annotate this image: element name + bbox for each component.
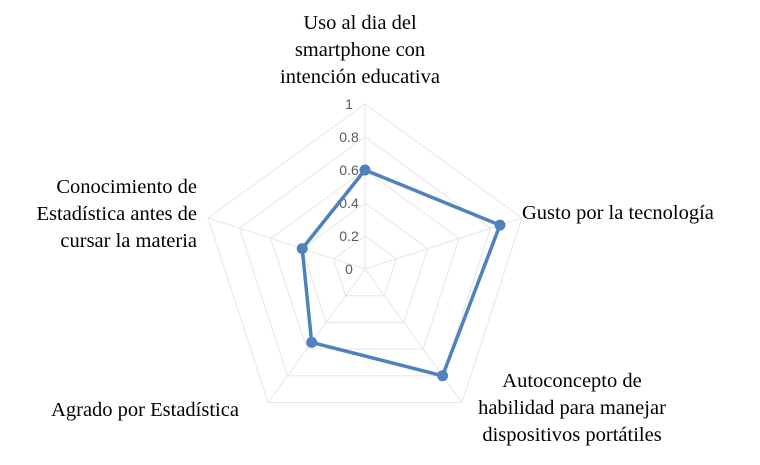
category-label-line: Estadística antes de <box>36 203 197 225</box>
data-point-4 <box>297 243 308 254</box>
data-point-2 <box>437 370 448 381</box>
category-label-line: smartphone con <box>294 39 426 61</box>
category-label-line: Autoconcepto de <box>502 370 642 392</box>
category-label-line: Uso al dia del <box>303 12 417 34</box>
data-point-1 <box>494 220 505 231</box>
category-label-agrado-estadistica <box>25 397 265 424</box>
category-label-line: cursar la materia <box>60 230 197 252</box>
tick-label-3: 0.6 <box>339 162 359 178</box>
category-label-line: Agrado por Estadística <box>51 399 239 421</box>
grid-spoke-3 <box>268 269 365 402</box>
tick-label-1: 0.2 <box>339 228 359 244</box>
category-label-conocimiento <box>0 174 197 255</box>
category-label-gusto-tecnologia <box>522 200 758 227</box>
tick-label-4: 0.8 <box>339 129 359 145</box>
category-label-line: dispositivos portátiles <box>482 424 662 446</box>
tick-label-0: 0 <box>345 261 353 277</box>
category-label-line: Gusto por la tecnología <box>522 202 714 224</box>
data-point-3 <box>306 337 317 348</box>
tick-label-2: 0.4 <box>339 195 359 211</box>
category-label-autoconcepto <box>452 368 692 449</box>
series-line <box>302 170 500 376</box>
category-label-line: intención educativa <box>280 66 440 88</box>
category-label-uso-smartphone <box>248 10 472 91</box>
category-label-line: habilidad para manejar <box>478 397 666 419</box>
grid-spoke-2 <box>365 269 462 402</box>
tick-label-5: 1 <box>345 96 353 112</box>
data-point-0 <box>360 165 371 176</box>
category-label-line: Conocimiento de <box>56 176 197 198</box>
